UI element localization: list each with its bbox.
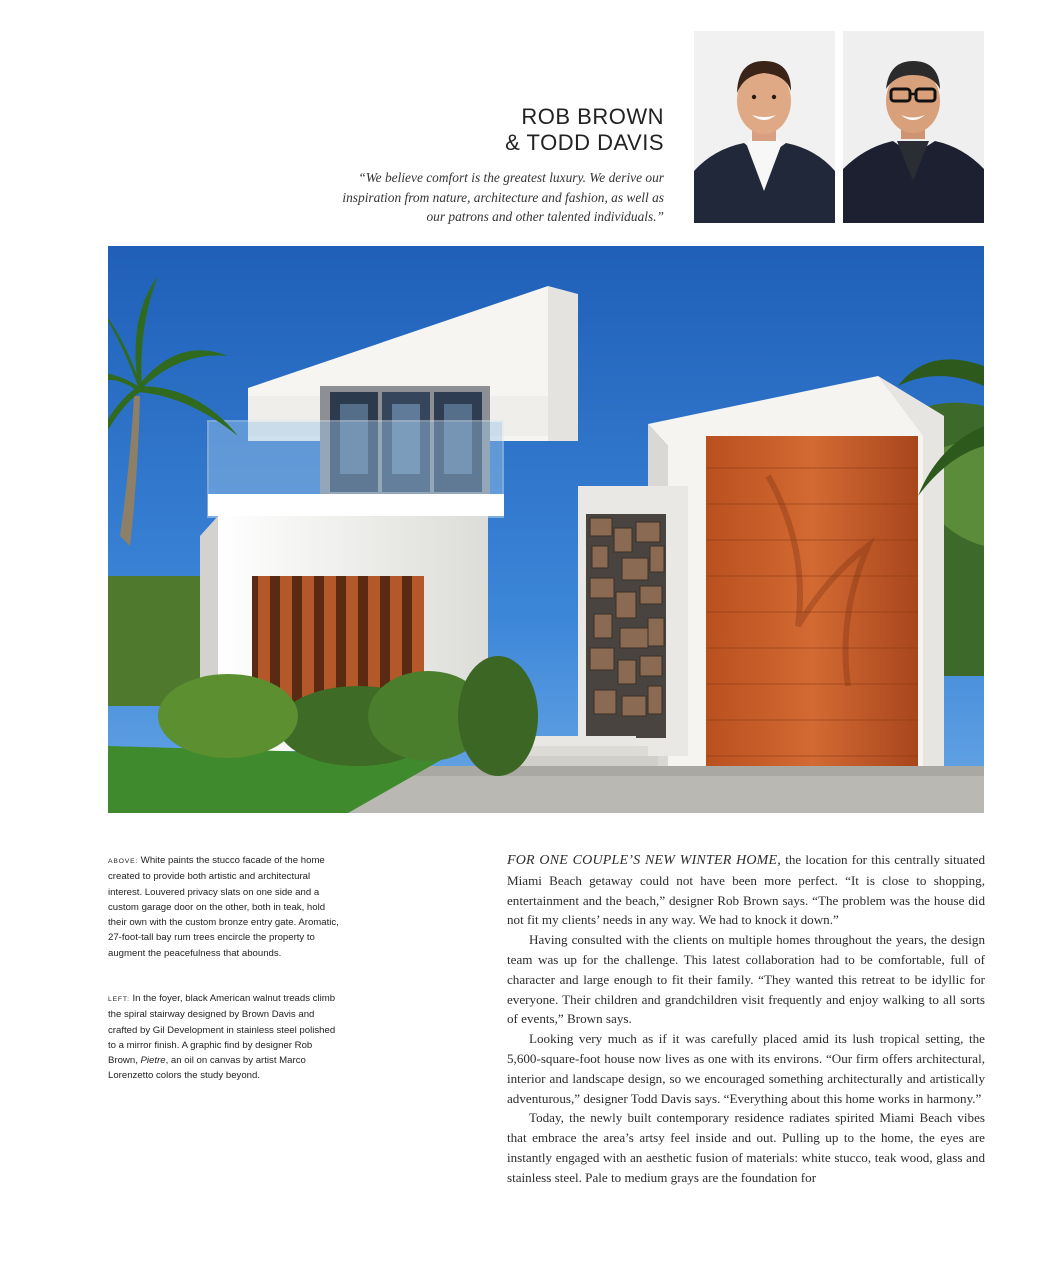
article-body: [507, 850, 985, 1188]
portrait-todd-davis: [843, 31, 984, 223]
caption-above-text: White paints the stucco facade of the home created to provide both artistic and architectural interest. Louvered privacy slats on one side and a custom garage door on the other, both in teak, hold their own with the custom bronze entry gate. Aromatic, 27-foot-tall bay rum trees encircle the property to augment the peacefulness that abounds.: [108, 855, 339, 959]
article-lead-in: FOR ONE COUPLE’S NEW WINTER HOME,: [507, 853, 782, 868]
article-paragraph-4: Today, the newly built contemporary residence radiates spirited Miami Beach vibes that embrace the area’s artsy feel inside and out. Pulling up to the home, the eyes are instantly engaged with an aesthetic fusion of materials: white stucco, teak wood, glass and stainless steel. Pale to medium grays are the foundation for: [507, 1110, 985, 1185]
designer-quote: “We believe comfort is the greatest luxury. We derive our inspiration from nature, architecture and fashion, as well as our patrons and other talented individuals.”: [342, 170, 664, 224]
article-paragraph-3: Looking very much as if it was carefully placed amid its lush tropical setting, the 5,600-square-foot house now lives as one with its environs. “Our firm offers architectural, interior and landscape design, so we encouraged something architecturally and artistically adventurous,” designer Todd Davis says. “Everything about this home works in harmony.”: [507, 1031, 985, 1106]
caption-above-tag: ABOVE:: [108, 858, 139, 865]
article-paragraph-1: [507, 850, 985, 930]
article-paragraph-1-text: the location for this centrally situated Miami Beach getaway could not have been more perfect. “It is close to shopping, entertainment and the beach,” designer Rob Brown says. “The problem was the house did not fit my clients’ needs in any way. We had to knock it down.”: [507, 852, 985, 928]
designer-names: [505, 104, 664, 156]
caption-left-text-2: , an oil on canvas by artist Marco Lorenzetto colors the study beyond.: [108, 1055, 306, 1082]
article-paragraph-2: Having consulted with the clients on multiple homes throughout the years, the design team was up for the challenge. This latest collaboration had to be comfortable, full of character and large enough to fit their family. “They wanted this retreat to be idyllic for everyone. Their children and grandchildren visit frequently and enjoy walking to all sorts of events,” Brown says.: [507, 932, 985, 1027]
designer-name-line2: & TODD DAVIS: [505, 130, 664, 155]
caption-left-text-1: In the foyer, black American walnut treads climb the spiral stairway designed by Brown Davis and crafted by Gil Development in stainless steel polished to a mirror finish. A graphic find by designer Rob Brown,: [108, 993, 336, 1067]
caption-left-tag: LEFT:: [108, 996, 130, 1003]
caption-above: [108, 853, 343, 961]
caption-left: [108, 991, 343, 1084]
designer-name-line1: ROB BROWN: [521, 104, 664, 129]
caption-left-artwork-title: Pietre: [140, 1055, 166, 1067]
hero-house-photo: [108, 246, 984, 813]
portrait-rob-brown: [694, 31, 835, 223]
